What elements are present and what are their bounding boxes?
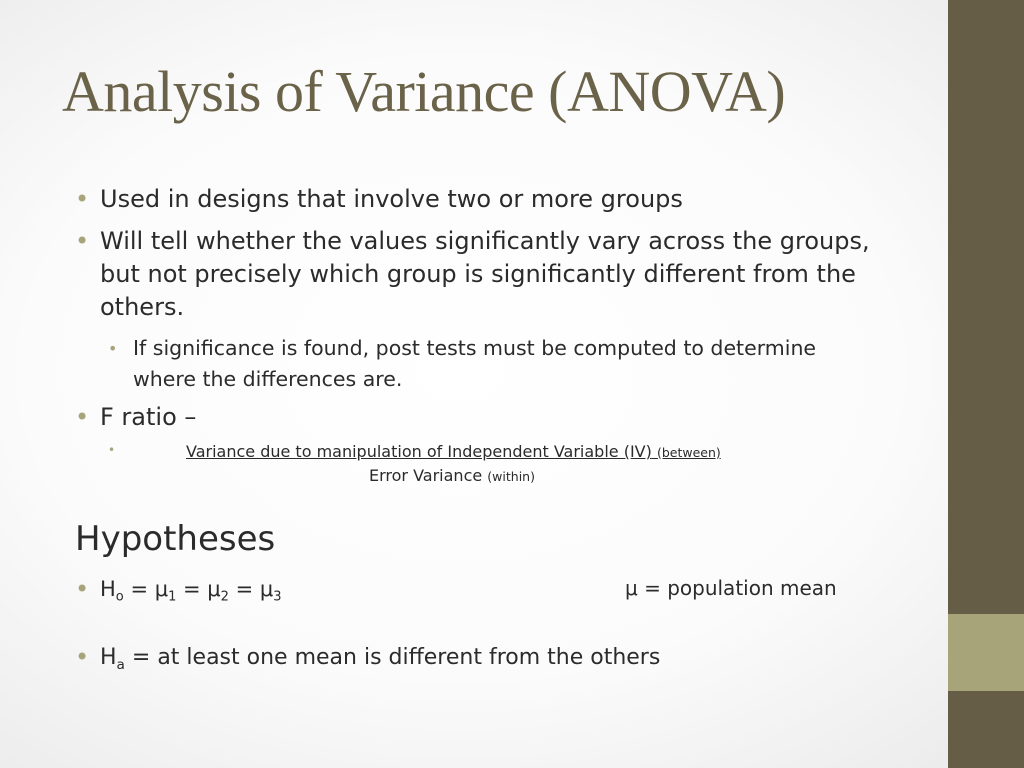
- bullet-groups: [75, 183, 895, 216]
- alternative-hypothesis: [75, 641, 895, 674]
- hypotheses-heading: Hypotheses: [75, 519, 276, 559]
- bullet-dot: •: [108, 339, 118, 358]
- null-hypothesis-formula: $H_o = \mu_1 = \mu_2 = \mu_3$: [100, 577, 282, 605]
- f-ratio-numerator: [186, 442, 721, 461]
- side-decor-accent: [948, 614, 1024, 691]
- bullet-dot: •: [75, 575, 90, 603]
- bullet-text: Used in designs that involve two or more groups: [100, 185, 683, 213]
- bullet-dot: •: [75, 403, 90, 431]
- numerator-note: (between): [656, 445, 721, 460]
- bullet-dot: •: [75, 185, 90, 213]
- sub-bullet-text: If significance is found, post tests must be computed to determine where the differences are.: [133, 336, 817, 391]
- bullet-f-ratio: [75, 401, 895, 434]
- numerator-text: Variance due to manipulation of Independent Variable (IV): [186, 442, 652, 461]
- f-ratio-label: F ratio –: [100, 403, 197, 431]
- denominator-text: Error Variance: [369, 466, 483, 485]
- alternative-hypothesis-text: $H_a$ = at least one mean is different from the others: [100, 645, 661, 673]
- bullet-dot: •: [108, 443, 116, 457]
- sub-bullet-post-tests: [108, 333, 828, 395]
- f-ratio-denominator: [369, 466, 535, 485]
- slide-title: Analysis of Variance (ANOVA): [62, 59, 786, 124]
- bullet-text: Will tell whether the values significantly vary across the groups, but not precisely which group is significantly different from the others.: [100, 227, 870, 321]
- bullet-dot: •: [75, 227, 90, 255]
- bullet-dot: •: [75, 643, 90, 671]
- bullet-variance-across-groups: [75, 225, 895, 324]
- denominator-note: (within): [487, 469, 535, 484]
- mu-definition: μ = population mean: [625, 576, 837, 600]
